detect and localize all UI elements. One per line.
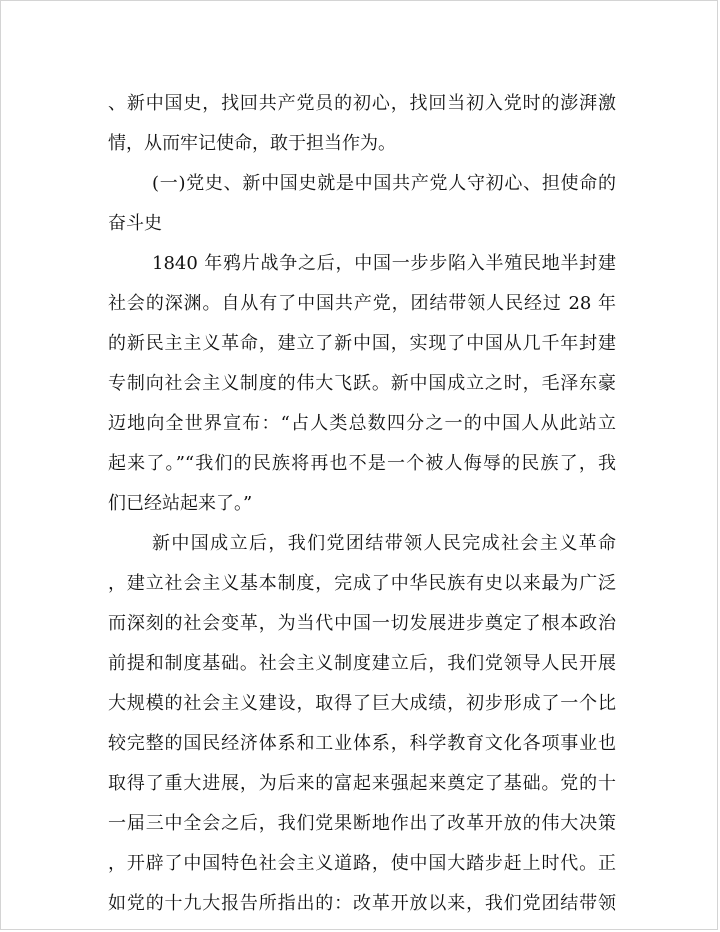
heading-line: (一)党史、新中国史就是中国共产党人守初心、担使命的 <box>152 173 616 194</box>
text-line: 大规模的社会主义建设，取得了巨大成绩，初步形成了一个比 <box>108 693 616 714</box>
text-line: 起来了。”“我们的民族将再也不是一个被人侮辱的民族了，我 <box>108 453 616 474</box>
heading-line: 奋斗史 <box>108 213 162 234</box>
text-line: 的新民主主义革命，建立了新中国，实现了中国从几千年封建 <box>108 333 616 354</box>
text-line: ，开辟了中国特色社会主义道路，使中国大踏步赶上时代。正 <box>108 853 616 874</box>
text-line: 、新中国史，找回共产党员的初心，找回当初入党时的澎湃激 <box>108 93 616 114</box>
text-line: 如党的十九大报告所指出的：改革开放以来，我们党团结带领 <box>108 893 616 914</box>
text-line: 前提和制度基础。社会主义制度建立后，我们党领导人民开展 <box>108 653 616 674</box>
text-line: 专制向社会主义制度的伟大飞跃。新中国成立之时，毛泽东豪 <box>108 373 616 394</box>
text-line: 新中国成立后，我们党团结带领人民完成社会主义革命 <box>152 533 616 554</box>
text-line: 社会的深渊。自从有了中国共产党，团结带领人民经过 28 年 <box>108 293 616 314</box>
text-line: 情，从而牢记使命，敢于担当作为。 <box>108 133 396 154</box>
text-line: 迈地向全世界宣布：“占人类总数四分之一的中国人从此站立 <box>108 413 616 434</box>
text-line: 较完整的国民经济体系和工业体系，科学教育文化各项事业也 <box>108 733 616 754</box>
text-line: 们已经站起来了。” <box>108 493 253 514</box>
section-heading <box>108 164 616 244</box>
document-body <box>108 84 616 924</box>
text-line: 1840 年鸦片战争之后，中国一步步陷入半殖民地半封建 <box>152 253 616 274</box>
text-line: 一届三中全会之后，我们党果断地作出了改革开放的伟大决策 <box>108 813 616 834</box>
text-line: ，建立社会主义基本制度，完成了中华民族有史以来最为广泛 <box>108 573 616 594</box>
text-line: 取得了重大进展，为后来的富起来强起来奠定了基础。党的十 <box>108 773 616 794</box>
text-line: 而深刻的社会变革，为当代中国一切发展进步奠定了根本政治 <box>108 613 616 634</box>
paragraph-intro-continuation <box>108 84 616 164</box>
paragraph-new-china <box>108 524 616 924</box>
paragraph-1840 <box>108 244 616 524</box>
